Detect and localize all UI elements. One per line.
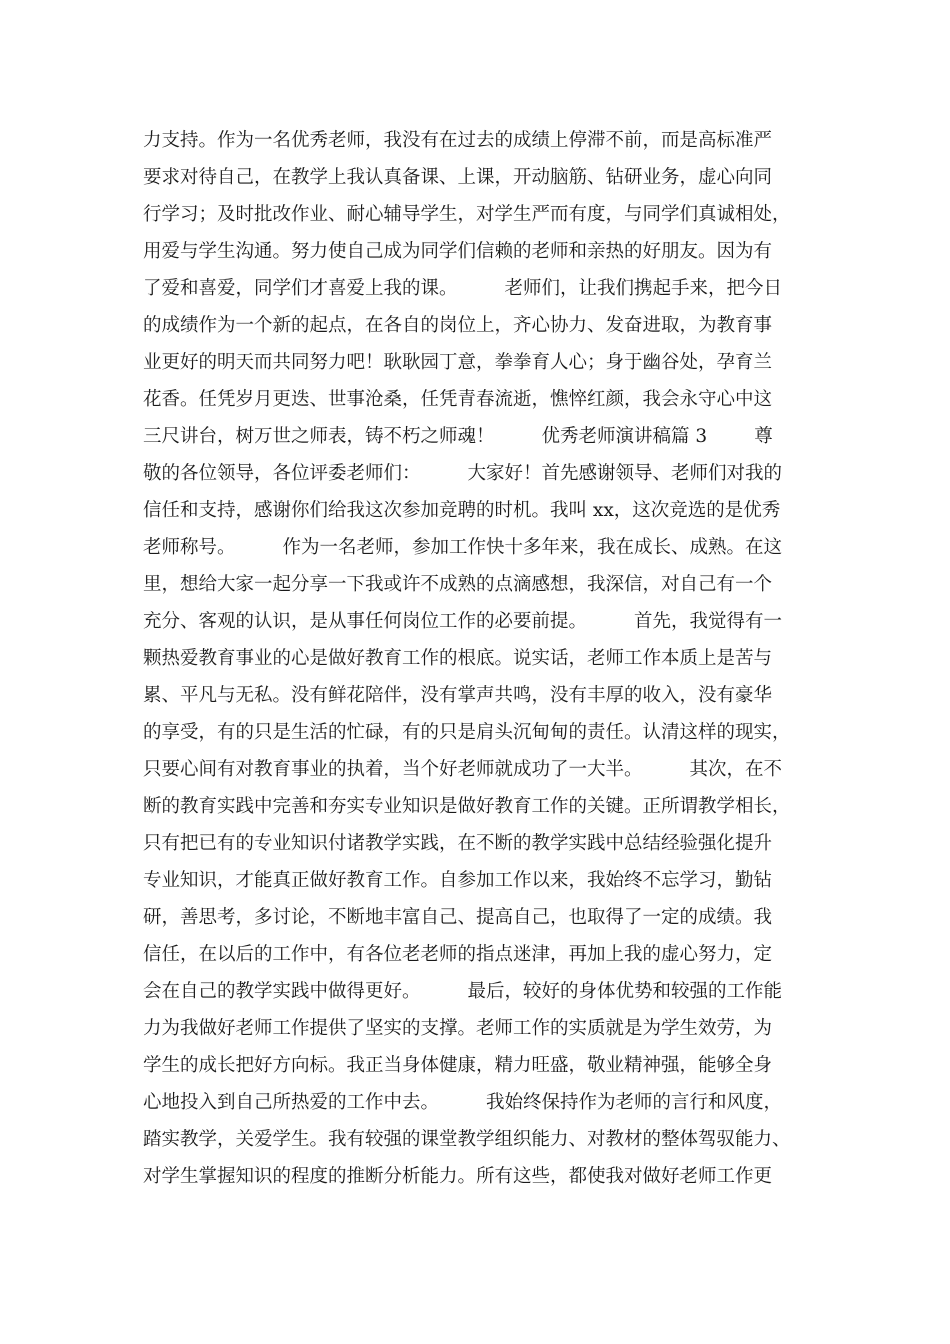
text-line: 学生的成长把好方向标。我正当身体健康，精力旺盛，敬业精神强，能够全身: [143, 1055, 773, 1076]
body-text: [143, 122, 813, 1195]
text-line: 专业知识，才能真正做好教育工作。自参加工作以来，我始终不忘学习，勤钻: [143, 870, 773, 891]
text-line: 心地投入到自己所热爱的工作中去。 我始终保持作为老师的言行和风度，: [143, 1092, 783, 1113]
text-line: 了爱和喜爱，同学们才喜爱上我的课。 老师们，让我们携起手来，把今日: [143, 278, 783, 299]
text-line: 力为我做好老师工作提供了坚实的支撑。老师工作的实质就是为学生效劳，为: [143, 1018, 773, 1039]
text-line: 行学习；及时批改作业、耐心辅导学生，对学生严而有度，与同学们真诚相处，: [143, 204, 791, 225]
text-line: 踏实教学，关爱学生。我有较强的课堂教学组织能力、对教材的整体驾驭能力、: [143, 1129, 791, 1150]
text-line: 花香。任凭岁月更迭、世事沧桑，任凭青春流逝，憔悴红颜，我会永守心中这: [143, 389, 773, 410]
text-line: 只有把已有的专业知识付诸教学实践，在不断的教学实践中总结经验强化提升: [143, 833, 773, 854]
text-line: 累、平凡与无私。没有鲜花陪伴，没有掌声共鸣，没有丰厚的收入，没有豪华: [143, 685, 773, 706]
text-line: 信任和支持，感谢你们给我这次参加竞聘的时机。我叫 xx，这次竞选的是优秀: [143, 500, 781, 521]
text-line: 的成绩作为一个新的起点，在各自的岗位上，齐心协力、发奋进取，为教育事: [143, 315, 773, 336]
text-line: 老师称号。 作为一名老师，参加工作快十多年来，我在成长、成熟。在这: [143, 537, 783, 558]
text-line: 充分、客观的认识，是从事任何岗位工作的必要前提。 首先，我觉得有一: [143, 611, 783, 632]
text-line: 要求对待自己，在教学上我认真备课、上课，开动脑筋、钻研业务，虚心向同: [143, 167, 773, 188]
text-line: 的享受，有的只是生活的忙碌，有的只是肩头沉甸甸的责任。认清这样的现实，: [143, 722, 791, 743]
text-line: 里，想给大家一起分享一下我或许不成熟的点滴感想，我深信，对自己有一个: [143, 574, 773, 595]
text-line: 敬的各位领导，各位评委老师们： 大家好！首先感谢领导、老师们对我的: [143, 463, 783, 484]
text-line: 研，善思考，多讨论，不断地丰富自己、提高自己，也取得了一定的成绩。我: [143, 907, 773, 928]
text-line: 业更好的明天而共同努力吧！耿耿园丁意，拳拳育人心；身于幽谷处，孕育兰: [143, 352, 773, 373]
text-line: 力支持。作为一名优秀老师，我没有在过去的成绩上停滞不前，而是高标准严: [143, 130, 773, 151]
text-line: 对学生掌握知识的程度的推断分析能力。所有这些，都使我对做好老师工作更: [143, 1166, 773, 1187]
text-line: 颗热爱教育事业的心是做好教育工作的根底。说实话，老师工作本质上是苦与: [143, 648, 773, 669]
text-line: 断的教育实践中完善和夯实专业知识是做好教育工作的关键。正所谓教学相长，: [143, 796, 791, 817]
text-line: 用爱与学生沟通。努力使自己成为同学们信赖的老师和亲热的好朋友。因为有: [143, 241, 773, 262]
text-line: 会在自己的教学实践中做得更好。 最后，较好的身体优势和较强的工作能: [143, 981, 783, 1002]
text-line: 只要心间有对教育事业的执着，当个好老师就成功了一大半。 其次，在不: [143, 759, 783, 780]
text-line: 信任，在以后的工作中，有各位老老师的指点迷津，再加上我的虚心努力，定: [143, 944, 773, 965]
text-line: 三尺讲台，树万世之师表，铸不朽之师魂！ 优秀老师演讲稿篇 3 尊: [143, 426, 773, 447]
